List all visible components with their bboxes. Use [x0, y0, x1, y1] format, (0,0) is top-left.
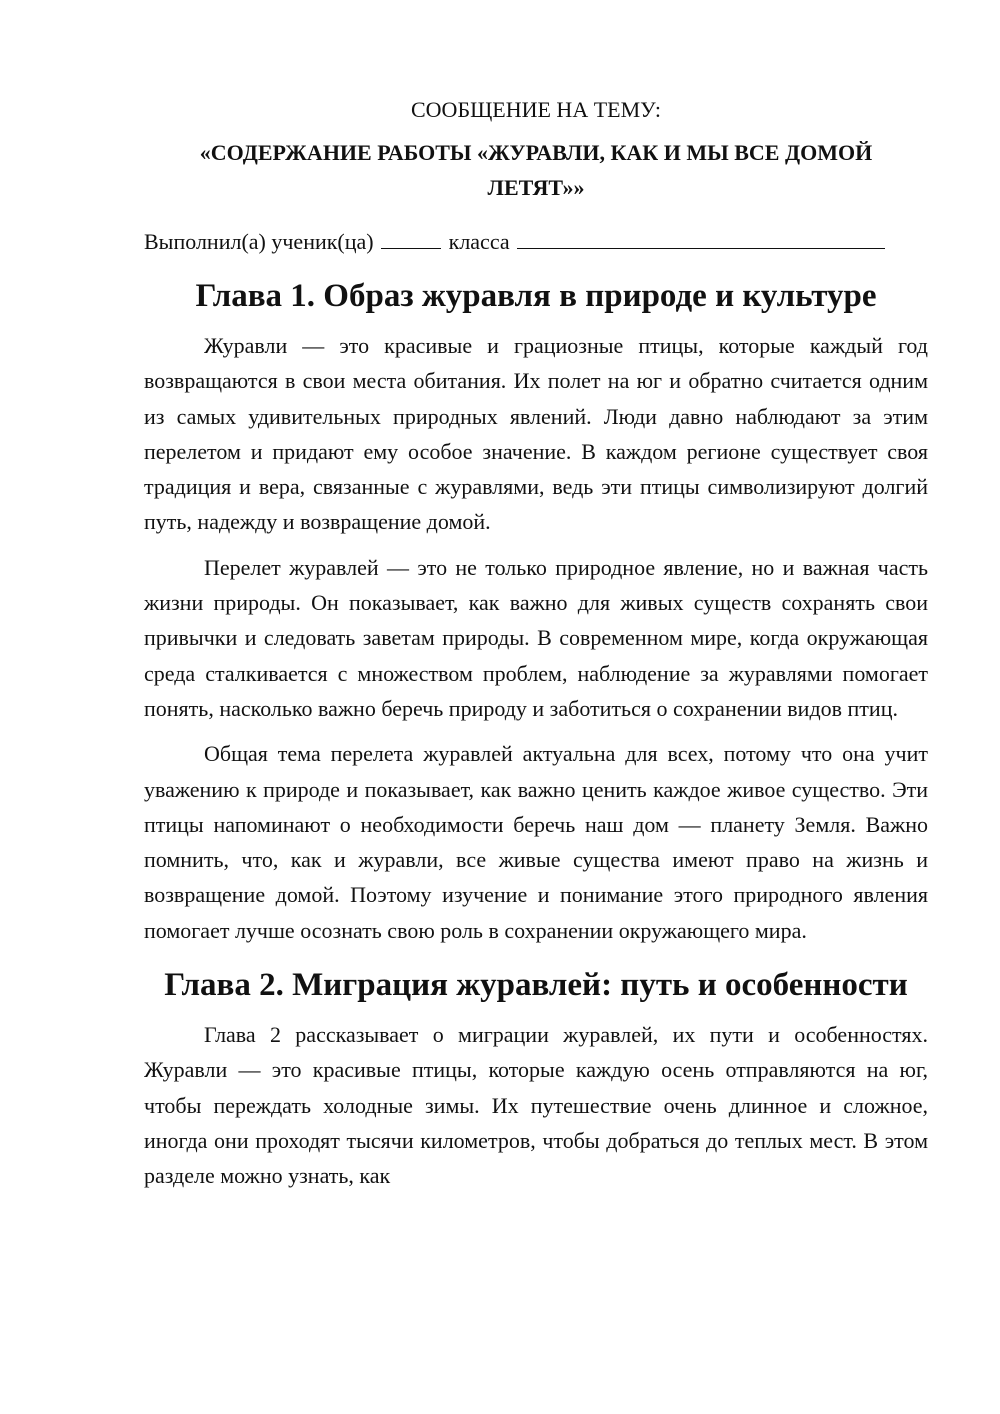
chapter-2-paragraph-1: Глава 2 рассказывает о миграции журавлей, их пути и особенностях. Журавли — это красивые птицы, которые каждую осень отправляются на юг, чтобы переждать холодные зимы. Их путешествие очень длинное и сложное, иногда они проходят тысячи километров, чтобы добраться до теплых мест. В этом разделе можно узнать, как — [144, 1022, 928, 1189]
chapter-1-paragraph-1: Журавли — это красивые и грациозные птицы, которые каждый год возвращаются в свои места обитания. Их полет на юг и обратно считается одним из самых удивительных природных явлений. Люди давно наблюдают за этим перелетом и придают ему особое значение. В каждом регионе существует своя традиция и вера, связанные с журавлями, ведь эти птицы символизируют долгий путь, надежду и возвращение домой. — [144, 333, 928, 535]
chapter-1-paragraph-2: Перелет журавлей — это не только природное явление, но и важная часть жизни природы. Он показывает, как важно для живых существ сохранять свои привычки и следовать заветам природы. В современном мире, когда окружающая среда сталкивается с множеством проблем, наблюдение за журавлями помогает понять, насколько важно беречь природу и заботиться о сохранении видов птиц. — [144, 554, 928, 721]
chapter-2-heading: Глава 2. Миграция журавлей: путь и особенности — [164, 967, 908, 1004]
author-line — [144, 224, 928, 259]
document-title-line-2: «СОДЕРЖАНИЕ РАБОТЫ «ЖУРАВЛИ, КАК И МЫ ВСЕ ДОМОЙ ЛЕТЯТ»» — [199, 140, 873, 200]
student-name-blank — [517, 226, 885, 249]
class-label: класса — [448, 229, 510, 254]
author-prefix-label: Выполнил(а) ученик(ца) — [144, 229, 374, 254]
document-content — [144, 92, 928, 1194]
chapter-1-paragraph-3: Общая тема перелета журавлей актуальна для всех, потому что она учит уважению к природе и показывает, как важно ценить каждое живое существо. Эти птицы напоминают о необходимости беречь наш дом — планету Земля. Важно помнить, что, как и журавли, все живые существа имеют право на жизнь и возвращение домой. Поэтому изучение и понимание этого природного явления помогает лучше осознать свою роль в сохранении окружающего мира. — [144, 741, 928, 943]
document-title-line-1: СООБЩЕНИЕ НА ТЕМУ: — [411, 97, 661, 122]
chapter-1-heading: Глава 1. Образ журавля в природе и культуре — [195, 278, 877, 314]
class-number-blank — [381, 226, 441, 249]
